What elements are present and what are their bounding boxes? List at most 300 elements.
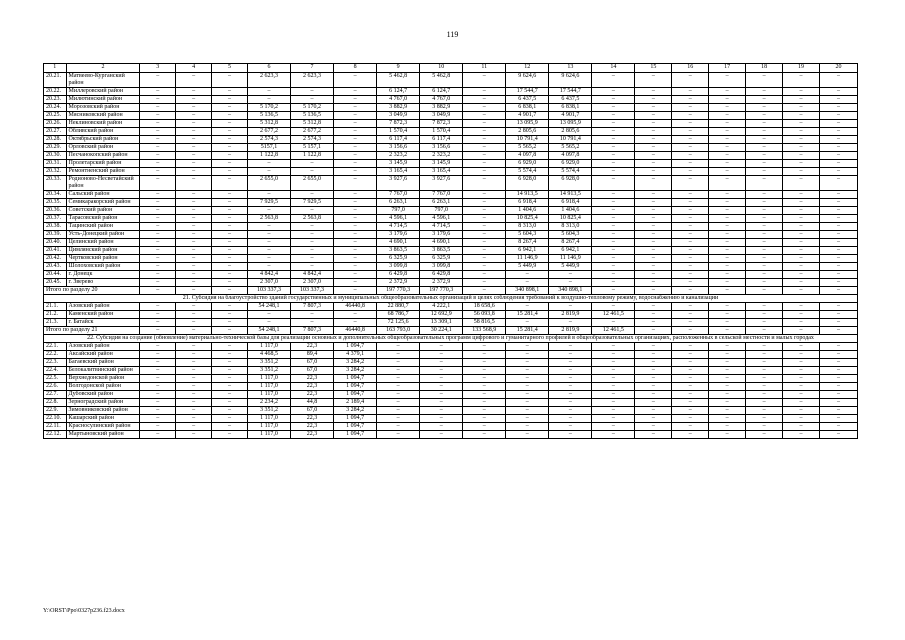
value-cell: 2 563,8	[247, 215, 290, 223]
row-number: 20.34.	[44, 191, 67, 199]
total-value: 163 793,0	[377, 327, 420, 335]
district-name: г. Донецк	[66, 271, 140, 279]
value-cell: –	[212, 311, 248, 319]
value-cell: –	[592, 73, 635, 88]
value-cell: 6 117,4	[377, 136, 420, 144]
value-cell: –	[463, 144, 506, 152]
value-cell: –	[463, 120, 506, 128]
value-cell: 1 094,7	[334, 375, 377, 383]
value-cell: –	[176, 144, 212, 152]
value-cell: 4 714,5	[420, 223, 463, 231]
value-cell: –	[334, 239, 377, 247]
value-cell: –	[819, 176, 857, 191]
value-cell: –	[709, 176, 746, 191]
value-cell: 8 267,4	[506, 239, 549, 247]
value-cell: –	[746, 73, 783, 88]
table-row	[44, 311, 858, 319]
value-cell: –	[334, 247, 377, 255]
value-cell: –	[672, 247, 709, 255]
value-cell: –	[819, 160, 857, 168]
row-number: 21.1.	[44, 303, 67, 311]
value-cell: –	[819, 168, 857, 176]
value-cell: –	[291, 319, 334, 327]
value-cell: –	[635, 319, 672, 327]
file-path-footer: Y:\ORST\Ppo\0327p236.f23.docx	[43, 608, 125, 614]
total-value: –	[140, 287, 176, 295]
value-cell: –	[635, 375, 672, 383]
value-cell: –	[635, 407, 672, 415]
value-cell: –	[420, 367, 463, 375]
value-cell: –	[709, 128, 746, 136]
value-cell: –	[334, 263, 377, 271]
value-cell: –	[420, 359, 463, 367]
district-name: Красносулинский район	[66, 423, 140, 431]
value-cell: –	[140, 207, 176, 215]
value-cell: –	[783, 247, 820, 255]
value-cell: –	[592, 319, 635, 327]
value-cell: –	[212, 73, 248, 88]
total-value: –	[672, 287, 709, 295]
value-cell: –	[212, 279, 248, 287]
value-cell: –	[463, 73, 506, 88]
value-cell: –	[334, 311, 377, 319]
value-cell: –	[592, 207, 635, 215]
value-cell: –	[140, 144, 176, 152]
value-cell: –	[783, 375, 820, 383]
row-number: 20.24.	[44, 104, 67, 112]
value-cell: –	[635, 136, 672, 144]
value-cell: –	[140, 168, 176, 176]
value-cell: –	[506, 391, 549, 399]
total-value: 103 337,3	[291, 287, 334, 295]
total-value: 197 770,3	[377, 287, 420, 295]
value-cell: –	[176, 215, 212, 223]
value-cell: –	[635, 367, 672, 375]
value-cell: 7 929,5	[247, 199, 290, 207]
value-cell: 3 284,2	[334, 359, 377, 367]
value-cell: –	[176, 303, 212, 311]
value-cell: –	[140, 199, 176, 207]
value-cell: –	[247, 223, 290, 231]
value-cell: 797,0	[377, 207, 420, 215]
table-row	[44, 231, 858, 239]
value-cell: –	[212, 375, 248, 383]
value-cell: –	[212, 343, 248, 351]
district-name: Азовский район	[66, 343, 140, 351]
row-number: 20.36.	[44, 207, 67, 215]
value-cell: –	[746, 239, 783, 247]
value-cell: –	[176, 279, 212, 287]
table-row	[44, 303, 858, 311]
value-cell: –	[176, 128, 212, 136]
table-row	[44, 215, 858, 223]
table-row	[44, 199, 858, 207]
value-cell: –	[819, 375, 857, 383]
value-cell: –	[819, 73, 857, 88]
value-cell: 22,3	[291, 391, 334, 399]
value-cell: –	[212, 96, 248, 104]
page-number: 119	[446, 30, 459, 39]
value-cell: –	[140, 263, 176, 271]
value-cell: –	[291, 88, 334, 96]
value-cell: –	[334, 96, 377, 104]
row-number: 22.3.	[44, 359, 67, 367]
value-cell: –	[212, 136, 248, 144]
value-cell: 67,0	[291, 359, 334, 367]
value-cell: –	[592, 96, 635, 104]
value-cell: –	[672, 168, 709, 176]
value-cell: 2 574,3	[247, 136, 290, 144]
value-cell: –	[592, 176, 635, 191]
value-cell: –	[592, 112, 635, 120]
value-cell: –	[212, 199, 248, 207]
value-cell: 2 655,0	[247, 176, 290, 191]
total-value: –	[709, 287, 746, 295]
table-row	[44, 415, 858, 423]
value-cell: –	[212, 152, 248, 160]
value-cell: –	[420, 391, 463, 399]
value-cell: –	[549, 407, 592, 415]
value-cell: –	[672, 176, 709, 191]
value-cell: –	[463, 375, 506, 383]
value-cell: –	[140, 311, 176, 319]
value-cell: 3 284,2	[334, 367, 377, 375]
value-cell: –	[746, 375, 783, 383]
value-cell: 6 942,1	[506, 247, 549, 255]
value-cell: –	[176, 391, 212, 399]
value-cell: 3 927,6	[420, 176, 463, 191]
value-cell: –	[463, 199, 506, 207]
value-cell: 5 565,2	[549, 144, 592, 152]
value-cell: –	[592, 279, 635, 287]
value-cell: 67,0	[291, 407, 334, 415]
row-number: 22.11.	[44, 423, 67, 431]
value-cell: 67,0	[291, 367, 334, 375]
value-cell: 4 901,7	[549, 112, 592, 120]
value-cell: –	[819, 104, 857, 112]
value-cell: –	[247, 263, 290, 271]
value-cell: 3 156,6	[377, 144, 420, 152]
value-cell: 6 437,5	[506, 96, 549, 104]
value-cell: 10 825,4	[549, 215, 592, 223]
column-number: 15	[635, 64, 672, 73]
value-cell: –	[709, 104, 746, 112]
value-cell: 4 901,7	[506, 112, 549, 120]
district-name: г. Зверево	[66, 279, 140, 287]
value-cell: –	[709, 271, 746, 279]
value-cell: 1 570,4	[420, 128, 463, 136]
value-cell: –	[334, 207, 377, 215]
value-cell: –	[212, 367, 248, 375]
total-value: –	[783, 287, 820, 295]
value-cell: –	[819, 263, 857, 271]
value-cell: –	[672, 73, 709, 88]
value-cell: –	[212, 191, 248, 199]
table-row	[44, 255, 858, 263]
row-number: 22.9.	[44, 407, 67, 415]
value-cell: –	[635, 160, 672, 168]
row-number: 20.37.	[44, 215, 67, 223]
value-cell: –	[506, 407, 549, 415]
value-cell: 17 544,7	[549, 88, 592, 96]
value-cell: –	[819, 199, 857, 207]
value-cell: –	[635, 239, 672, 247]
value-cell: –	[592, 415, 635, 423]
column-number: 8	[334, 64, 377, 73]
value-cell: –	[140, 423, 176, 431]
section-heading-row	[44, 295, 858, 303]
value-cell: –	[176, 239, 212, 247]
value-cell: –	[140, 128, 176, 136]
value-cell: –	[463, 207, 506, 215]
value-cell: –	[140, 104, 176, 112]
value-cell: –	[549, 391, 592, 399]
value-cell: –	[819, 415, 857, 423]
value-cell: –	[212, 415, 248, 423]
value-cell: –	[506, 343, 549, 351]
value-cell: –	[463, 247, 506, 255]
value-cell: 54 248,1	[247, 303, 290, 311]
value-cell: –	[746, 231, 783, 239]
value-cell: –	[212, 383, 248, 391]
row-number: 22.10.	[44, 415, 67, 423]
value-cell: –	[377, 391, 420, 399]
value-cell: –	[377, 423, 420, 431]
value-cell: 13 095,9	[549, 120, 592, 128]
value-cell: –	[247, 160, 290, 168]
value-cell: –	[463, 104, 506, 112]
value-cell: –	[819, 407, 857, 415]
value-cell: 1 117,0	[247, 423, 290, 431]
value-cell: –	[334, 223, 377, 231]
value-cell: –	[783, 279, 820, 287]
value-cell: –	[635, 120, 672, 128]
value-cell: –	[176, 120, 212, 128]
value-cell: 2 805,6	[506, 128, 549, 136]
value-cell: –	[672, 199, 709, 207]
value-cell: –	[291, 207, 334, 215]
value-cell: –	[212, 120, 248, 128]
value-cell: 6 838,1	[549, 104, 592, 112]
value-cell: –	[176, 176, 212, 191]
value-cell: –	[247, 207, 290, 215]
row-number: 20.42.	[44, 255, 67, 263]
district-name: Усть-Донецкий район	[66, 231, 140, 239]
value-cell: –	[783, 136, 820, 144]
value-cell: –	[672, 279, 709, 287]
value-cell: –	[783, 191, 820, 199]
value-cell: –	[783, 383, 820, 391]
value-cell: –	[635, 391, 672, 399]
column-number: 14	[592, 64, 635, 73]
total-value: –	[212, 287, 248, 295]
value-cell: 12 692,9	[420, 311, 463, 319]
value-cell: –	[176, 343, 212, 351]
value-cell: 6 124,7	[420, 88, 463, 96]
value-cell: –	[672, 88, 709, 96]
value-cell: –	[176, 383, 212, 391]
value-cell: –	[709, 73, 746, 88]
value-cell: –	[463, 359, 506, 367]
value-cell: 8 313,0	[506, 223, 549, 231]
value-cell: 6 928,0	[506, 176, 549, 191]
value-cell: –	[377, 367, 420, 375]
value-cell: 1 122,8	[291, 152, 334, 160]
value-cell: –	[176, 319, 212, 327]
column-number: 4	[176, 64, 212, 73]
value-cell: –	[140, 271, 176, 279]
value-cell: –	[709, 311, 746, 319]
value-cell: 22,3	[291, 383, 334, 391]
section-total-row	[44, 287, 858, 295]
value-cell: –	[463, 176, 506, 191]
value-cell: 7 929,5	[291, 199, 334, 207]
value-cell: –	[746, 152, 783, 160]
value-cell: –	[506, 415, 549, 423]
value-cell: –	[549, 279, 592, 287]
value-cell: –	[635, 144, 672, 152]
value-cell: 3 099,8	[420, 263, 463, 271]
value-cell: –	[377, 359, 420, 367]
value-cell: 4 222,1	[420, 303, 463, 311]
value-cell: –	[506, 359, 549, 367]
value-cell: –	[463, 391, 506, 399]
column-number: 17	[709, 64, 746, 73]
district-name: Миллеровский район	[66, 88, 140, 96]
value-cell: –	[592, 136, 635, 144]
value-cell: –	[291, 168, 334, 176]
value-cell: –	[709, 152, 746, 160]
value-cell: –	[549, 343, 592, 351]
row-number: 21.2.	[44, 311, 67, 319]
total-value: 340 898,1	[549, 287, 592, 295]
district-name: Милютинский район	[66, 96, 140, 104]
value-cell: –	[672, 311, 709, 319]
row-number: 21.3.	[44, 319, 67, 327]
value-cell: 56 093,8	[463, 311, 506, 319]
value-cell: –	[140, 375, 176, 383]
district-name: Зимовниковский район	[66, 407, 140, 415]
column-number: 11	[463, 64, 506, 73]
value-cell: –	[212, 391, 248, 399]
value-cell: –	[176, 271, 212, 279]
value-cell: 89,4	[291, 351, 334, 359]
value-cell: –	[334, 215, 377, 223]
value-cell: –	[783, 415, 820, 423]
row-number: 20.43.	[44, 263, 67, 271]
value-cell: –	[176, 160, 212, 168]
value-cell: 68 786,7	[377, 311, 420, 319]
value-cell: –	[212, 239, 248, 247]
value-cell: 4 767,0	[377, 96, 420, 104]
value-cell: 4 842,4	[291, 271, 334, 279]
value-cell: 6 918,4	[506, 199, 549, 207]
value-cell: 4 842,4	[247, 271, 290, 279]
row-number: 22.2.	[44, 351, 67, 359]
value-cell: –	[672, 160, 709, 168]
value-cell: –	[783, 423, 820, 431]
value-cell: 3 099,8	[377, 263, 420, 271]
value-cell: –	[176, 168, 212, 176]
value-cell: 1 094,7	[334, 391, 377, 399]
value-cell: –	[819, 128, 857, 136]
value-cell: 3 863,5	[420, 247, 463, 255]
value-cell: –	[783, 367, 820, 375]
value-cell: –	[672, 423, 709, 431]
column-number: 13	[549, 64, 592, 73]
value-cell: –	[506, 319, 549, 327]
value-cell: –	[819, 367, 857, 375]
table-row	[44, 120, 858, 128]
value-cell: –	[672, 112, 709, 120]
value-cell: –	[212, 359, 248, 367]
value-cell: –	[783, 223, 820, 231]
value-cell: –	[709, 207, 746, 215]
value-cell: –	[709, 383, 746, 391]
total-value: –	[212, 327, 248, 335]
value-cell: –	[783, 215, 820, 223]
value-cell: –	[291, 255, 334, 263]
value-cell: 6 263,1	[420, 199, 463, 207]
value-cell: 10 791,4	[549, 136, 592, 144]
value-cell: –	[334, 160, 377, 168]
value-cell: 3 156,6	[420, 144, 463, 152]
value-cell: –	[463, 423, 506, 431]
value-cell: –	[819, 144, 857, 152]
value-cell: 5 170,2	[247, 104, 290, 112]
value-cell: 15 281,4	[506, 311, 549, 319]
value-cell: 4 596,1	[377, 215, 420, 223]
value-cell: 2 655,0	[291, 176, 334, 191]
value-cell: –	[783, 207, 820, 215]
value-cell: 3 179,6	[420, 231, 463, 239]
value-cell: –	[709, 415, 746, 423]
value-cell: –	[140, 279, 176, 287]
value-cell: –	[819, 247, 857, 255]
value-cell: –	[819, 191, 857, 199]
value-cell: –	[709, 239, 746, 247]
value-cell: –	[176, 367, 212, 375]
value-cell: –	[334, 152, 377, 160]
value-cell: –	[212, 88, 248, 96]
value-cell: –	[672, 415, 709, 423]
column-number: 16	[672, 64, 709, 73]
value-cell: –	[783, 168, 820, 176]
value-cell: –	[334, 88, 377, 96]
value-cell: –	[635, 399, 672, 407]
value-cell: –	[746, 319, 783, 327]
value-cell: 22,3	[291, 415, 334, 423]
value-cell: –	[334, 271, 377, 279]
district-name: Мясниковский район	[66, 112, 140, 120]
value-cell: –	[672, 319, 709, 327]
value-cell: –	[212, 112, 248, 120]
total-value: –	[783, 327, 820, 335]
value-cell: –	[334, 73, 377, 88]
value-cell: –	[783, 239, 820, 247]
value-cell: –	[592, 247, 635, 255]
value-cell: –	[635, 73, 672, 88]
value-cell: –	[746, 255, 783, 263]
table-row	[44, 104, 858, 112]
value-cell: –	[672, 351, 709, 359]
value-cell: –	[212, 160, 248, 168]
value-cell: –	[463, 128, 506, 136]
value-cell: –	[672, 136, 709, 144]
value-cell: –	[334, 104, 377, 112]
value-cell: –	[212, 319, 248, 327]
value-cell: –	[140, 351, 176, 359]
